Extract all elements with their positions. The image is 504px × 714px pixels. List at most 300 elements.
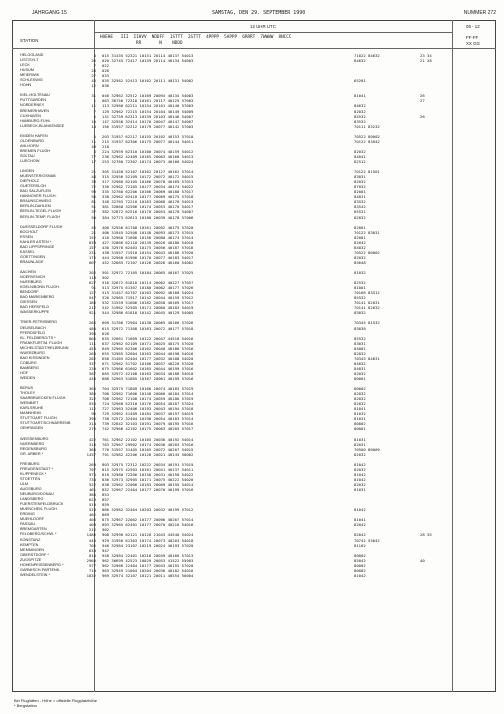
station-name: KOELN/BONN FLUGH. — [20, 285, 60, 290]
station-name: GARMISCH-PARTENK. — [20, 567, 61, 572]
station-height: 634 — [88, 547, 96, 553]
station-height: 443 — [88, 537, 96, 543]
observation-code: 739 32842 32103 10191 20079 40195 57016 — [102, 421, 194, 427]
observation-code: 022 — [102, 63, 110, 69]
observation-code: 962 36699 42523 10029 20053 41522 55003 — [102, 557, 194, 563]
station-name: BENDORF — [20, 290, 39, 295]
station-height: 973 — [88, 471, 96, 477]
observation-code: 962 32966 22404 10177 20043 40155 57020 — [102, 562, 194, 568]
station-height: 318 — [88, 441, 96, 447]
synop-code: 70141 82032 — [354, 305, 380, 311]
station-height: 405 — [88, 517, 96, 523]
observation-code: 738 32972 32404 10198 20054 40183 57014 — [102, 416, 194, 422]
station-name: SCHLESWIG — [20, 78, 43, 83]
station-height: 5 — [93, 113, 96, 119]
station-name: BAMBERG — [20, 365, 39, 370]
synop-code: 82032 — [354, 179, 366, 185]
observation-code: 724 32968 52310 10176 20054 40187 57024 — [102, 401, 194, 407]
station-height: 265 — [88, 320, 96, 326]
station-name: LUECHOW — [20, 158, 40, 163]
station-name: MANNHEIM — [20, 411, 41, 416]
synop-code: 82031 — [354, 441, 366, 447]
observation-code: 947 — [102, 547, 110, 553]
station-height: 81 — [91, 199, 96, 205]
station-name: MICHELSTADT/HELBRUNN — [20, 345, 69, 350]
code-column-heading: HOEHE III IIHVV NDDFF 1STTT 2STTT 4PPPP 5APPP 6RRRT 7WWWW 8NCCC — [100, 35, 292, 40]
synop-code: 80002 — [354, 552, 366, 558]
station-name: BRAUNLAGE — [20, 259, 44, 264]
station-height: 438 — [88, 376, 96, 381]
station-height: 461 — [88, 487, 96, 493]
synop-code: 82032 — [354, 350, 366, 356]
station-height: 91 — [91, 285, 96, 291]
station-name: DIEPHOLZ — [20, 179, 39, 184]
synop-code: 81032 — [354, 411, 366, 417]
synop-code: 84032 — [354, 360, 366, 366]
station-height: 396 — [88, 416, 96, 422]
station-name: BAD LIPPSPRINGE — [20, 244, 55, 249]
station-height: 43 — [91, 78, 96, 84]
station-height: 322 — [88, 396, 96, 402]
observation-code: 513 32975 61307 10180 20062 40177 57026 — [102, 285, 194, 291]
station-height: 50 — [91, 214, 96, 220]
station-height: 567 — [88, 370, 96, 376]
station-height: 268 — [88, 350, 96, 356]
synop-code: 81041 — [354, 517, 366, 523]
synop-code: 83542 — [354, 204, 366, 210]
station-name: BERLIN-TEGEL FLUGH — [20, 209, 62, 214]
synop-code: 82032 — [354, 370, 366, 376]
synop-code: 82032 — [354, 254, 366, 260]
observation-code: 015 31435 52321 10151 20114 40137 54013 — [102, 53, 194, 58]
station-name: WEISSENBURG — [20, 436, 49, 441]
synop-code: 85532 — [354, 113, 366, 119]
synop-code: 70122 81501 — [354, 169, 380, 175]
utc-time-heading: 12 UHR UTC — [250, 24, 276, 29]
observation-code: 330 32962 72105 10177 20034 40174 54022 — [102, 184, 194, 190]
station-name: KEMPTEN — [20, 542, 39, 547]
station-height: 366 — [88, 446, 96, 452]
synop-code: 83532 — [354, 199, 366, 205]
extra-column-heading: XX GG — [466, 41, 480, 46]
observation-code: 253 32760 72307 10174 20073 40166 54024 — [102, 158, 194, 164]
station-name: STOETTEN — [20, 476, 41, 481]
station-name: NUERNBERG — [20, 441, 45, 446]
station-name: KASSEL — [20, 249, 35, 254]
station-height: 1437 — [86, 451, 96, 457]
station-height: 1832 — [86, 572, 96, 578]
observation-code: 224 32959 62310 10160 20074 40159 54012 — [102, 148, 194, 154]
station-name: PFERDSFELD — [20, 330, 46, 335]
station-name: DUESSELDORF FLUGH — [20, 224, 63, 229]
station-height: 77 — [91, 153, 96, 159]
station-height: 186 — [88, 300, 96, 306]
synop-code: 82032 — [354, 396, 366, 402]
observation-code: 526 32965 71917 10142 20044 40159 57012 — [102, 295, 194, 301]
observation-code: 675 32966 61602 10165 20044 40199 57016 — [102, 365, 194, 371]
synop-code: 81031 — [354, 487, 366, 493]
synop-code: 81041 — [354, 93, 366, 99]
station-height: 547 — [88, 295, 96, 301]
observation-code: 818 32980 72206 10158 20031 40150 54022 — [102, 471, 194, 477]
station-height: 396 — [88, 330, 96, 336]
station-name: THOLEY — [20, 391, 36, 396]
station-height: 231 — [88, 249, 96, 255]
station-height: 157 — [88, 244, 96, 250]
gust-value: 26 — [420, 93, 425, 99]
synop-code: 82032 — [354, 466, 366, 472]
synop-code: 65201 — [354, 78, 366, 84]
observation-code: 626 — [102, 330, 110, 336]
station-name: AHLHORN — [20, 143, 39, 148]
station-height: 56 — [91, 194, 96, 200]
observation-code: 384 32773 62613 10180 20039 40178 57006 — [102, 214, 194, 220]
station-name: WUERZBURG — [20, 350, 45, 355]
station-height: 45 — [91, 224, 96, 230]
observation-code: 381 32868 32506 10174 20053 40170 54017 — [102, 204, 194, 210]
observation-code: 776 31957 31405 10165 20072 40207 54015 — [102, 446, 194, 452]
observation-code: 866 32982 32404 10203 20032 40199 57012 — [102, 507, 194, 513]
station-name: KONSTANZ — [20, 537, 41, 542]
observation-code: 929 31956 61303 10174 20073 40203 54018 — [102, 537, 194, 543]
footer-note-height: Bei Flughäfen - Höhe = offizielle Flugplatzhöhe — [14, 698, 97, 703]
observation-code: 742 32966 42102 10175 20063 40205 57017 — [102, 426, 194, 432]
code-column-subheading: RR N NDDD — [136, 41, 183, 46]
observation-code: 815 32975 42503 10161 20041 40137 54011 — [102, 466, 194, 472]
synop-code: 81032 — [354, 270, 366, 276]
synop-code: 70742 53042 — [354, 537, 380, 543]
header-bottom-rule — [12, 48, 496, 49]
station-name: BAD MARIENBERG — [20, 295, 55, 300]
station-height: 212 — [88, 305, 96, 311]
observation-code: 729 32962 41409 10184 20037 40197 54019 — [102, 411, 194, 417]
synop-code: 87032 — [354, 184, 366, 190]
synop-code: 83031 — [354, 174, 366, 180]
station-height: 51 — [91, 204, 96, 210]
station-name: STUTTGART FLUGH. — [20, 416, 58, 421]
station-height: 5 — [93, 133, 96, 139]
synop-code: 70122 83031 — [354, 229, 380, 235]
observation-code: 046 32962 32512 10169 20094 40134 54003 — [102, 93, 194, 99]
station-name: WEIDEN — [20, 376, 36, 380]
station-height: 719 — [88, 567, 96, 573]
station-name: HOHN — [20, 83, 32, 88]
gust-value: 40 — [420, 557, 425, 563]
observation-code: 502 — [102, 275, 110, 281]
observation-code: 875 32967 22002 10177 20096 40207 57014 — [102, 517, 194, 523]
synop-code: 84031 — [354, 365, 366, 371]
gust-column-heading: FF-FF — [466, 35, 479, 40]
observation-code: 708 32962 72108 10174 20059 40186 57019 — [102, 396, 194, 402]
station-height: 49 — [91, 143, 96, 149]
synop-code: 83038 — [354, 325, 366, 331]
observation-code: 035 32562 52413 10162 20111 40131 54002 — [102, 78, 194, 84]
station-height: 627 — [88, 280, 96, 286]
station-height: 31 — [91, 93, 96, 99]
synop-code: 82001 — [354, 234, 366, 240]
observation-code: 635 32661 71609 10122 20047 44516 54016 — [102, 335, 194, 341]
station-name: BOCHOLT — [20, 229, 39, 234]
observation-code: 444 32968 61906 10170 20077 40183 54017 — [102, 254, 194, 260]
synop-code: 82032 — [354, 451, 366, 457]
station-height: 623 — [88, 497, 96, 503]
station-column-heading: STATION — [20, 38, 39, 43]
station-height: 462 — [88, 512, 96, 518]
observation-code: 113 32960 62211 10154 20101 40140 57003 — [102, 103, 194, 109]
station-height: 409 — [88, 522, 96, 528]
station-name: AACHEN — [20, 270, 36, 275]
station-name: ESSEN — [20, 234, 33, 239]
station-height: 810 — [88, 552, 96, 558]
observation-code: 020 32745 72417 10159 20114 40134 54003 — [102, 58, 194, 64]
observation-code: 305 31450 52107 10162 20127 40162 57014 — [102, 169, 194, 175]
station-name: GR. ARBER * — [20, 451, 44, 456]
observation-code: 430 32970 62403 10175 20056 40187 57016 — [102, 244, 194, 250]
station-height: 269 — [88, 461, 96, 467]
station-height: 734 — [88, 476, 96, 482]
station-name: KARLSRUHE — [20, 406, 44, 411]
station-name: FRANKFURT/M. FLUGH — [20, 340, 63, 345]
station-name: NOERVENICH — [20, 275, 46, 280]
footer-note-mountain: * Bergstation — [14, 703, 37, 708]
station-name: BAD SALZUFLEN — [20, 189, 51, 194]
page-footer — [14, 698, 97, 708]
observation-code: 857 — [102, 497, 110, 503]
station-height: 111 — [88, 340, 96, 346]
station-height: 202 — [88, 270, 96, 276]
station-height: 276 — [88, 426, 96, 432]
observation-code: 510 32672 61810 10114 20062 40127 57057 — [102, 280, 194, 286]
station-name: COBURG — [20, 360, 37, 365]
observation-code: 727 32963 52406 10193 20043 40194 57018 — [102, 406, 194, 412]
station-height: 127 — [88, 290, 96, 296]
issue-date: SAMSTAG, DEN 29. SEPTEMBER 1990 — [212, 10, 306, 16]
station-height: 37 — [91, 209, 96, 215]
observation-code: 147 32956 32414 10170 20047 40147 54007 — [102, 118, 194, 124]
observation-code: 838 32962 22006 10183 20069 40195 54014 — [102, 481, 194, 487]
synop-code: 70345 84631 — [354, 355, 380, 361]
synop-code: 82042 — [354, 239, 366, 245]
observation-code: 033 — [102, 73, 110, 79]
synop-code: 82032 — [354, 148, 366, 154]
station-name: LIST/SYLT — [20, 58, 39, 63]
station-name: GUETERSLOH — [20, 184, 47, 189]
table-row — [20, 573, 496, 578]
synop-code: 80002 — [354, 421, 366, 427]
station-name: KL. FELDBERG/TS * — [20, 335, 56, 340]
observation-code: 902 — [102, 527, 110, 533]
station-table — [20, 53, 496, 578]
station-name: FELDBERG/SCHW. * — [20, 532, 57, 537]
observation-code: 655 32965 52004 10163 20044 40198 54016 — [102, 350, 194, 356]
observation-code: 036 — [102, 83, 110, 89]
synop-code: 81042 — [354, 572, 366, 578]
station-name: BREMERHAVEN — [20, 108, 50, 113]
synop-code: 85648 — [354, 259, 366, 265]
page-header — [12, 6, 496, 20]
observation-code: 236 32962 42409 10165 20063 40160 54013 — [102, 153, 194, 159]
synop-code: 84081 — [354, 345, 366, 351]
observation-code: 615 32972 71308 10163 20072 40177 57018 — [102, 325, 194, 331]
synop-code: 82001 — [354, 224, 366, 230]
station-name: KLIPPENECK * — [20, 471, 47, 476]
synop-code: 81042 — [354, 471, 366, 477]
station-name: FREUDENSTADT * — [20, 466, 53, 471]
station-height: 453 — [88, 345, 96, 351]
station-name: ULM — [20, 481, 29, 486]
station-name: WEINBIET — [20, 401, 39, 406]
station-name: HELGOLAND — [20, 53, 44, 57]
station-height: 921 — [88, 310, 96, 316]
synop-code: 82032 — [354, 401, 366, 407]
synop-code: 85532 — [354, 295, 366, 301]
station-name: SOLTAU — [20, 153, 35, 158]
station-height: 522 — [88, 481, 96, 487]
station-height: 2960 — [86, 557, 96, 563]
station-name: MUEHLDORF — [20, 517, 45, 522]
station-name: MEIERWIK — [20, 73, 40, 78]
observation-code: 908 32990 62121 10120 21043 44540 54024 — [102, 532, 194, 538]
station-height: 480 — [88, 325, 96, 331]
station-height: 16 — [91, 118, 96, 124]
observation-code: 026 — [102, 68, 110, 74]
synop-code: 81031 — [354, 436, 366, 442]
station-name: BERLIN-TEMP. FLUGH — [20, 214, 61, 219]
station-name: PASSAU — [20, 522, 36, 527]
synop-code: 81042 — [354, 476, 366, 482]
station-name: PUTTGARDEN — [20, 98, 47, 103]
observation-code: 452 32685 72107 10126 20026 40160 54002 — [102, 259, 194, 265]
station-height: 39 — [91, 179, 96, 185]
station-height: 12 — [91, 83, 96, 89]
synop-code: 70500 80009 — [354, 446, 380, 452]
synop-code: 71022 84632 — [354, 53, 380, 58]
synop-code: 82001 — [354, 189, 366, 195]
observation-code: 427 32866 62110 20139 20020 40186 54010 — [102, 239, 194, 245]
station-height: 21 — [91, 169, 96, 175]
observation-code: 869 — [102, 512, 110, 518]
station-name: KAHLER ASTEN * — [20, 239, 52, 244]
observation-code: 649 32965 62306 10162 20040 40186 57016 — [102, 345, 194, 351]
station-height: 48 — [91, 174, 96, 180]
synop-code: 85532 — [354, 335, 366, 341]
station-height: 314 — [88, 421, 96, 427]
station-name: FUERSTENFELDBRUCK — [20, 502, 64, 507]
station-name: WENDELSTEIN * — [20, 572, 50, 577]
station-name: GIESSEN — [20, 300, 37, 305]
station-name: HAMBURG-FUHL — [20, 118, 51, 123]
station-name: ZUGSPITZE — [20, 557, 42, 562]
station-name: BAD HERSFELD — [20, 305, 50, 310]
observation-code: 544 32986 61810 10142 20045 40129 54005 — [102, 310, 194, 316]
station-height: 4 — [93, 53, 96, 58]
station-name: BREMEN FLUGH — [20, 148, 51, 153]
station-height: 282 — [88, 355, 96, 361]
station-height: 112 — [88, 406, 96, 412]
station-name: EMDEN HAFEN — [20, 133, 48, 138]
period-heading: 06 - 12 — [466, 24, 480, 29]
station-height: 977 — [88, 562, 96, 568]
station-name: ERDING — [20, 512, 35, 517]
gust-value: 26 — [420, 113, 425, 119]
station-name: CUXHAVEN — [20, 113, 41, 118]
station-height: 529 — [88, 507, 96, 513]
observation-code: 791 32982 42206 10126 20021 40145 50002 — [102, 451, 194, 457]
observation-code: 852 32967 22404 10177 20070 40199 57016 — [102, 487, 194, 493]
station-name: HOHENPEISSENBERG * — [20, 562, 64, 567]
header-divider — [94, 32, 452, 33]
observation-code: 338 32962 62410 10177 20069 40175 57018 — [102, 194, 194, 200]
station-height: 3 — [93, 148, 96, 154]
station-height: 1486 — [86, 532, 96, 538]
station-height: 386 — [88, 391, 96, 397]
observation-code: 836 32973 32905 10171 20075 40222 54020 — [102, 476, 194, 482]
station-name: SAARBRUECKEN FLUGH. — [20, 396, 67, 401]
observation-code: 406 31945 52508 10148 20093 40173 57015 — [102, 229, 194, 235]
station-height: 152 — [88, 234, 96, 240]
synop-code: 82512 — [354, 158, 366, 164]
synop-code: 85042 — [354, 557, 366, 563]
observation-code: 410 32960 71806 10156 20080 40174 57014 — [102, 234, 194, 240]
station-height: 705 — [88, 542, 96, 548]
station-height: 363 — [88, 386, 96, 392]
synop-code: 84632 — [354, 103, 366, 109]
station-height: 239 — [88, 365, 96, 371]
station-name: MUENCHEN, FLUGH — [20, 507, 57, 512]
station-name: GOETTINGEN — [20, 254, 46, 259]
station-name: HOF — [20, 370, 29, 375]
station-name: REGENSBURG — [20, 446, 48, 451]
synop-code: 81041 — [354, 406, 366, 412]
station-name: TRIER-PETRISBERG — [20, 320, 58, 325]
observation-code: 315 32956 52109 10172 20072 40172 54015 — [102, 174, 194, 180]
observation-code: 688 32963 51805 10167 20061 40199 57016 — [102, 376, 194, 381]
station-name: OEHRINGEN — [20, 426, 43, 431]
station-height: 1 — [93, 98, 96, 104]
station-height: 17 — [91, 158, 96, 164]
station-height: 26 — [91, 58, 96, 64]
observation-code: 706 32962 71606 10148 20066 40184 57014 — [102, 391, 194, 397]
station-height: 72 — [91, 184, 96, 190]
station-height: 7 — [93, 108, 96, 114]
station-height: 337 — [88, 360, 96, 366]
station-height: 118 — [88, 275, 96, 281]
synop-code: 70166 83512 — [354, 290, 380, 296]
station-height: 797 — [88, 466, 96, 472]
synop-code: 81102 — [354, 542, 366, 548]
station-name: HANNOVER FLUGH. — [20, 194, 57, 199]
observation-code: 803 32975 72312 10222 20034 40191 57019 — [102, 461, 194, 467]
observation-code: 215 31937 62306 10175 20077 40144 54011 — [102, 138, 194, 144]
synop-code: 84031 — [354, 194, 366, 200]
station-height: 422 — [88, 436, 96, 442]
station-height: 839 — [88, 239, 96, 245]
gust-value: 28 35 — [420, 532, 432, 538]
station-height: 11 — [91, 138, 96, 144]
observation-code: 853 — [102, 492, 110, 498]
synop-code: 80002 — [354, 386, 366, 392]
station-height: 11 — [91, 103, 96, 109]
observation-code: 218 — [102, 143, 110, 149]
synop-code: 82832 — [354, 214, 366, 220]
station-height: 380 — [88, 492, 96, 498]
synop-code: 83031 — [354, 340, 366, 346]
gust-value: 23 34 — [420, 53, 432, 58]
observation-code: 317 32960 62105 10166 20078 40169 57013 — [102, 179, 194, 185]
observation-code: 063 36756 72318 10161 20117 40125 57003 — [102, 98, 194, 104]
station-name: BAD KISSINGEN — [20, 355, 50, 360]
station-height: 27 — [91, 73, 96, 79]
